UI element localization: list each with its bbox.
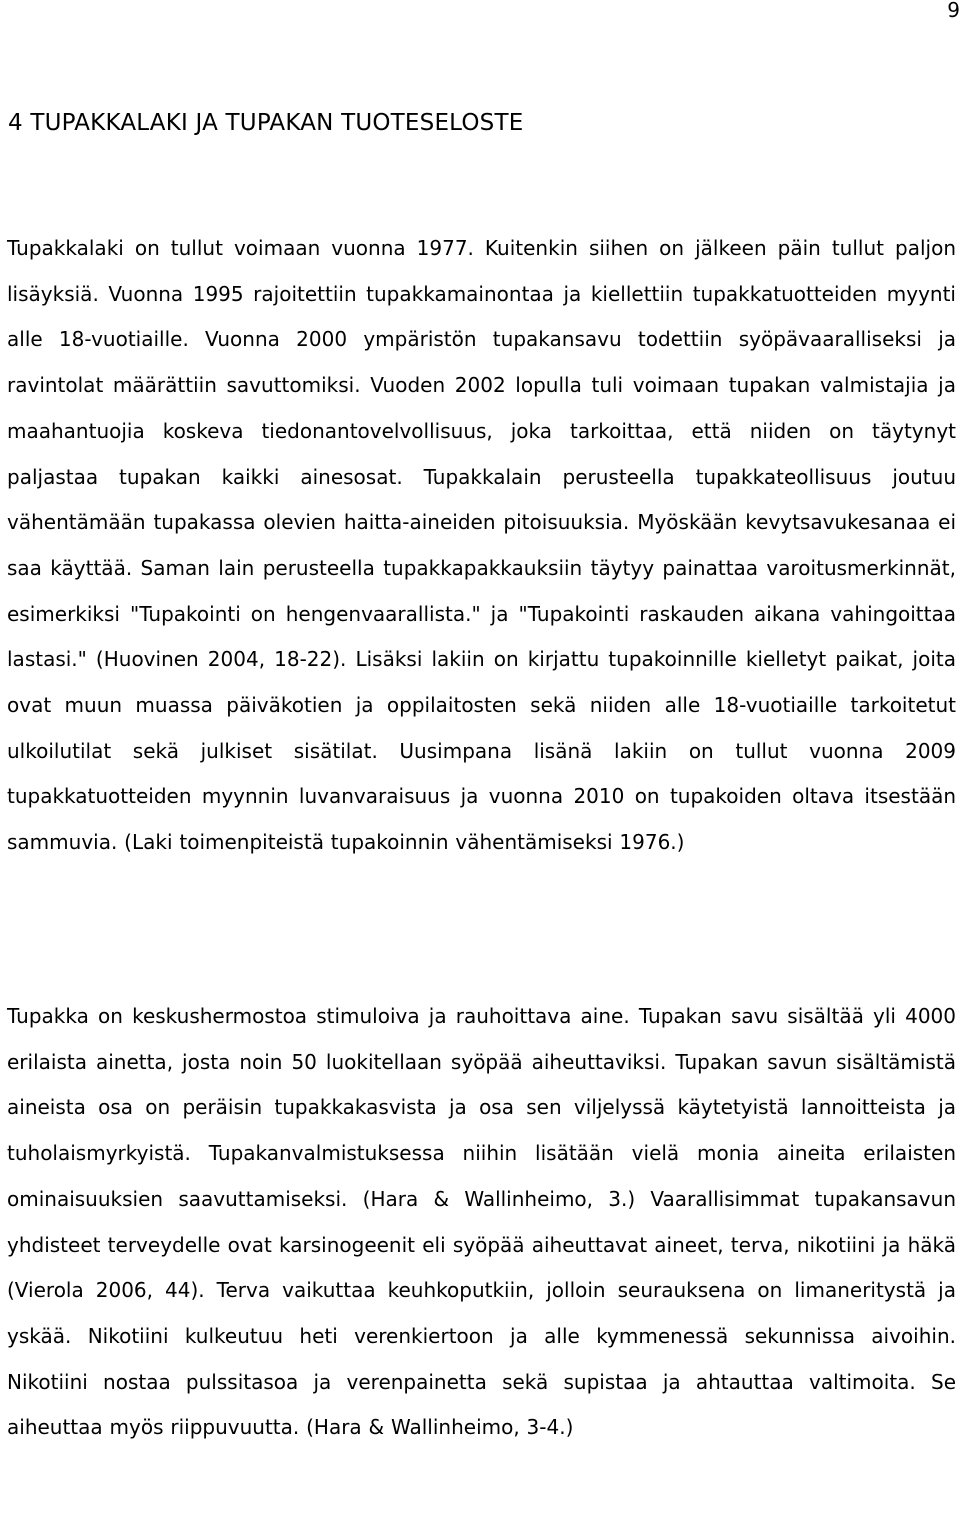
paragraph-tobacco-contents: Tupakka on keskushermostoa stimuloiva ja rauhoittava aine. Tupakan savu sisältää yli 4000 erilaista ainetta, josta noin 50 luokitellaan syöpää aiheuttaviksi. Tupakan savun sisältämistä aineista osa on peräisin tupakkakasvista ja osa sen viljelyssä käytetyistä lannoitteista ja tuholaismyrkyistä. Tupakanvalmistuksessa niihin lisätään vielä monia aineita erilaisten ominaisuuksien saavuttamiseksi. (Hara & Wallinheimo, 3.) Vaarallisimmat tupakansavun yhdisteet terveydelle ovat karsinogeenit eli syöpää aiheuttavat aineet, terva, nikotiini ja häkä (Vierola 2006, 44). Terva vaikuttaa keuhkoputkiin, jolloin seurauksena on limaneritystä ja yskää. Nikotiini kulkeutuu heti verenkiertoon ja alle kymmenessä sekunnissa aivoihin. Nikotiini nostaa pulssitasoa ja verenpainetta sekä supistaa ja ahtauttaa valtimoita. Se aiheuttaa myös riippuvuutta. (Hara & Wallinheimo, 3-4.): [7, 1004, 956, 1440]
paragraph-tobacco-law: Tupakkalaki on tullut voimaan vuonna 1977. Kuitenkin siihen on jälkeen päin tullut paljon lisäyksiä. Vuonna 1995 rajoitettiin tupakkamainontaa ja kiellettiin tupakkatuotteiden myynti alle 18-vuotiaille. Vuonna 2000 ympäristön tupakansavu todettiin syöpävaaralliseksi ja ravintolat määrättiin savuttomiksi. Vuoden 2002 lopulla tuli voimaan tupakan valmistajia ja maahantuojia koskeva tiedonantovelvollisuus, joka tarkoittaa, että niiden on täytynyt paljastaa tupakan kaikki ainesosat. Tupakkalain perusteella tupakkateollisuus joutuu vähentämään tupakassa olevien haitta-aineiden pitoisuuksia. Myöskään kevytsavukesanaa ei saa käyttää. Saman lain perusteella tupakkapakkauksiin täytyy painattaa varoitusmerkinnät, esimerkiksi "Tupakointi on hengenvaarallista." ja "Tupakointi raskauden aikana vahingoittaa lastasi." (Huovinen 2004, 18-22). Lisäksi lakiin on kirjattu tupakoinnille kielletyt paikat, joita ovat muun muassa päiväkotien ja oppilaitosten sekä niiden alle 18-vuotiaille tarkoitetut ulkoilutilat sekä julkiset sisätilat. Uusimpana lisänä lakiin on tullut vuonna 2009 tupakkatuotteiden myynnin luvanvaraisuus ja vuonna 2010 on tupakoiden oltava itsestään sammuvia. (Laki toimenpiteistä tupakoinnin vähentämiseksi 1976.): [7, 236, 956, 855]
chapter-heading: 4 TUPAKKALAKI JA TUPAKAN TUOTESELOSTE: [8, 110, 524, 136]
page-number: 9: [947, 0, 960, 22]
